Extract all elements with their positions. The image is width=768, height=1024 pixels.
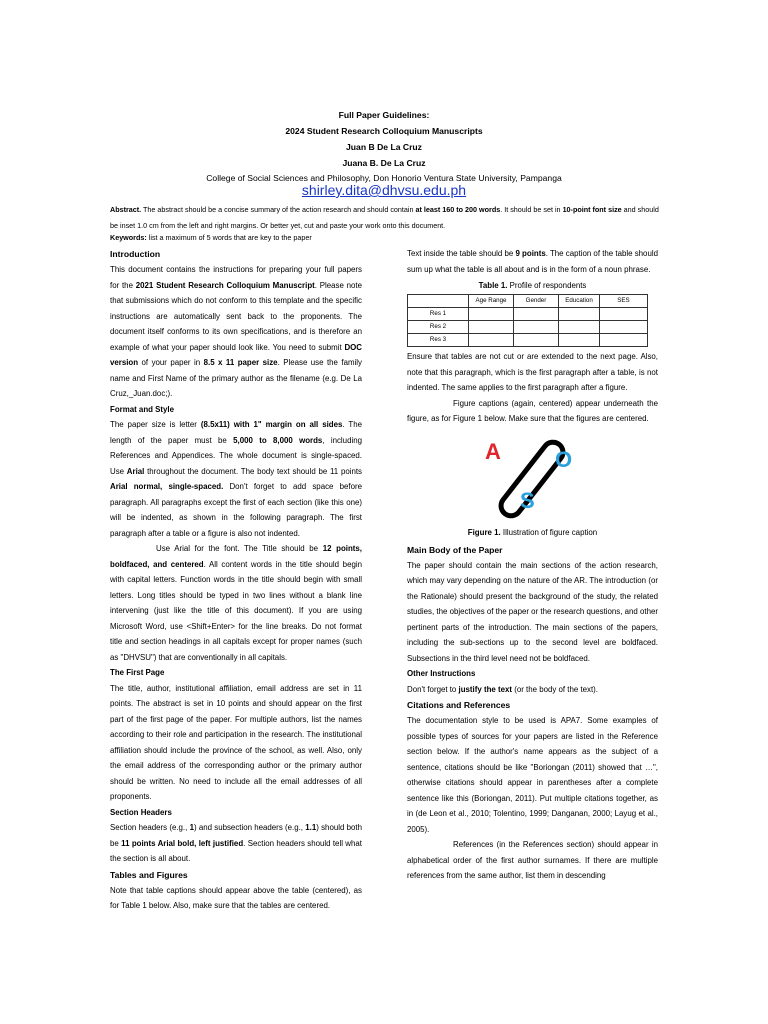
bold-text: Arial [126,466,145,476]
abstract-text: and should be inset 1.0 cm from the left and right margins. Or better yet, cut and paste your work onto this document. [110,205,659,230]
table-cell [469,308,514,321]
right-column [407,246,658,884]
table-cell [469,321,514,334]
table-cell [514,321,559,334]
table-cell [559,308,600,321]
table-cell [559,334,600,347]
author-1: Juan B De La Cruz [346,142,422,152]
bold-text: 1 [189,823,194,832]
table-cell [559,321,600,334]
profile-table [407,294,648,347]
table-cell [514,334,559,347]
text: , including References and Appendices. The whole document is single-spaced. Use [110,435,362,476]
format-paragraph-2 [110,541,362,665]
section-heading-main-body: Main Body of the Paper [407,544,503,555]
table-cell [600,308,648,321]
table-caption-label: Table 1. [478,281,508,290]
tables-paragraph-2 [407,246,658,277]
bold-text: 12 points, boldfaced, and centered [110,544,362,569]
keywords [110,233,660,243]
figure-letter-a: A [485,438,501,464]
table-row [408,308,648,321]
text: Don't forget to add space before paragraph. All paragraphs except the first of each section (like this one) will be indented, as shown in the following paragraph. The first paragraph after a table or a figure is also not indented. [110,482,362,538]
tables-paragraph-3: Ensure that tables are not cut or are extended to the next page. Also, note that this paragraph, which is the first paragraph after a table, is not indented. The same applies to the first paragraph after a figure. [407,352,658,392]
text: . Section headers should tell what the section is all about. [110,838,362,863]
text: ) should both be [110,823,362,848]
figure-1 [407,433,658,525]
table-cell [469,334,514,347]
table-cell [600,334,648,347]
bold-text: (8.5x11) with 1" margin on all sides [200,420,343,429]
text: (or the body of the text). [512,684,598,694]
paper-title-line1: Full Paper Guidelines: [338,110,430,120]
bold-text: 2021 Student Research Colloquium Manuscript [135,280,315,290]
table-row [408,321,648,334]
section-heading-introduction: Introduction [110,249,161,259]
left-column [110,246,362,914]
text: The paper size is letter [110,420,201,429]
first-page-paragraph: The title, author, institutional affiliation, email address are set in 11 points. The abstract is set in 10 points and should appear on the first part of the first page of the paper. For multiple authors, list the names according to their role and participation in the research. The institutional affiliation should include the province of the school, as well. Also, only the email address of the corresponding author or the primary author should be written. No need to include all the email addresses of all proponents. [110,683,362,801]
text: This document contains the instructions for preparing your full papers for the [110,265,362,290]
figure-caption-label: Figure 1. [467,527,501,537]
section-headers-paragraph [110,820,362,867]
email-link[interactable]: shirley.dita@dhvsu.edu.ph [301,182,467,198]
table-header-cell: Education [559,295,600,308]
keywords-text: list a maximum of 5 words that are key to the paper [146,233,312,242]
table-header-cell: SES [600,295,648,308]
figure-1-illustration [407,433,658,525]
figure-caption [407,527,658,539]
section-heading-tables-figures: Tables and Figures [110,869,188,880]
bold-text: Arial normal, single-spaced. [110,482,224,491]
table-cell [514,308,559,321]
subsection-heading-first-page: The First Page [110,668,165,677]
bold-text: justify the text [458,684,513,694]
format-paragraph-1 [110,417,362,541]
figures-paragraph: Figure captions (again, centered) appear underneath the figure, as for Figure 1 below. Make sure that the figures are centered. [407,398,658,423]
text: Don't forget to [407,684,459,694]
text: . Please use the family name and First Name of the primary author as the filename (e.g. De La Cruz,_Juan.doc;). [110,358,363,398]
table-caption-text: Profile of respondents [507,281,587,290]
text: ) and subsection headers (e.g., [193,823,306,832]
bold-text: 11 points Arial bold, left justified [121,838,244,848]
abstract [110,202,660,233]
tables-paragraph-1: Note that table captions should appear above the table (centered), as for Table 1 below. Also, make sure that the tables are centered. [110,885,362,910]
bold-text: DOC version [110,342,362,367]
other-paragraph [407,682,658,698]
figure-caption-text: Illustration of figure caption [500,527,598,537]
table-cell: Res 3 [408,334,469,347]
main-body-paragraph: The paper should contain the main sections of the action research, which may vary depending on the nature of the AR. The introduction (or the Rationale) should present the background of the study, the related studies, the objectives of the paper or the research questions, and other pertinent parts of the introduction. The main sections of the papers, including the sub-sections up to the second level are boldfaced. Subsections in the third level need not be boldfaced. [407,560,658,663]
author-2: Juana B. De La Cruz [342,158,426,168]
table-cell: Res 2 [408,321,469,334]
subsection-heading-section-headers: Section Headers [110,807,172,817]
subsection-heading-other: Other Instructions [407,669,476,678]
text: Text inside the table should be [407,249,516,258]
subsection-heading-format: Format and Style [110,404,175,414]
citations-paragraph-1: The documentation style to be used is APA7. Some examples of possible types of sources for your papers are listed in the Reference section below. If the author's name appears as the subject of a sentence, citations should be like "Boriongan (2011) showed that …", otherwise citations should appear in parentheses after a complete sentence like this (Boriongan, 2011). Put multiple citations together, as in (de Leon et al., 2010; Tolentino, 1999; Danganan, 2000; Layug et al., 2005). [407,716,658,834]
figure-letter-s: S [520,487,535,513]
text: . All content words in the title should begin with capital letters. Function words in the title should begin with small letters. Long titles should be typed in two lines without a blank line intervening (just like the title of this document). If you are using Microsoft Word, use <Shift+Enter> for the line breaks. Do not format title and section headings in all capitals except for proper names (such as "DHVSU") that are conventionally in all capitals. [110,559,362,662]
bold-text: 1.1 [305,823,317,832]
bold-text: 8.5 x 11 paper size [203,358,278,367]
table-row [408,334,648,347]
table-cell [600,321,648,334]
text: . Please note that submissions which do not conform to this template and the specific instructions are automatically sent back to the proponents. The document itself conforms to its own specifications, and is therefore an example of what your paper should look like. You need to submit [110,280,363,352]
text: . The caption of the table should sum up what the table is all about and is in the form of a noun phrase. [407,249,658,274]
bold-text: 9 points [515,249,546,258]
affiliation: College of Social Sciences and Philosophy, Don Honorio Ventura State University, Pampanga [206,173,562,183]
text: of your paper in [138,358,204,367]
keywords-label: Keywords: [110,233,147,242]
abstract-label: Abstract. [110,205,142,214]
abstract-text: . It should be set in [500,205,563,214]
text: Use Arial for the font. The Title should be [156,544,323,553]
table-header-cell [408,295,469,308]
abstract-text: The abstract should be a concise summary of the action research and should contain [141,205,416,214]
table-header-cell: Age Range [469,295,514,308]
intro-paragraph [110,262,362,402]
table-cell: Res 1 [408,308,469,321]
bold-text: 5,000 to 8,000 words [233,435,323,445]
table-header-cell: Gender [514,295,559,308]
citations-paragraph-2: References (in the References section) should appear in alphabetical order of the first author surnames. If there are multiple references from the same author, list them in descending [407,840,658,880]
table-caption [407,280,658,292]
paper-title-line2: 2024 Student Research Colloquium Manuscripts [285,126,483,136]
table-header-row [408,295,648,308]
figure-letter-o: O [555,446,573,472]
abstract-bold-size: 10-point font size [562,205,622,214]
abstract-bold-words: at least 160 to 200 words [415,205,501,214]
text: . The length of the paper must be [110,420,362,445]
text: throughout the document. The body text should be 11 points [144,466,362,476]
section-heading-citations: Citations and References [407,700,511,710]
text: Section headers (e.g., [110,823,190,832]
